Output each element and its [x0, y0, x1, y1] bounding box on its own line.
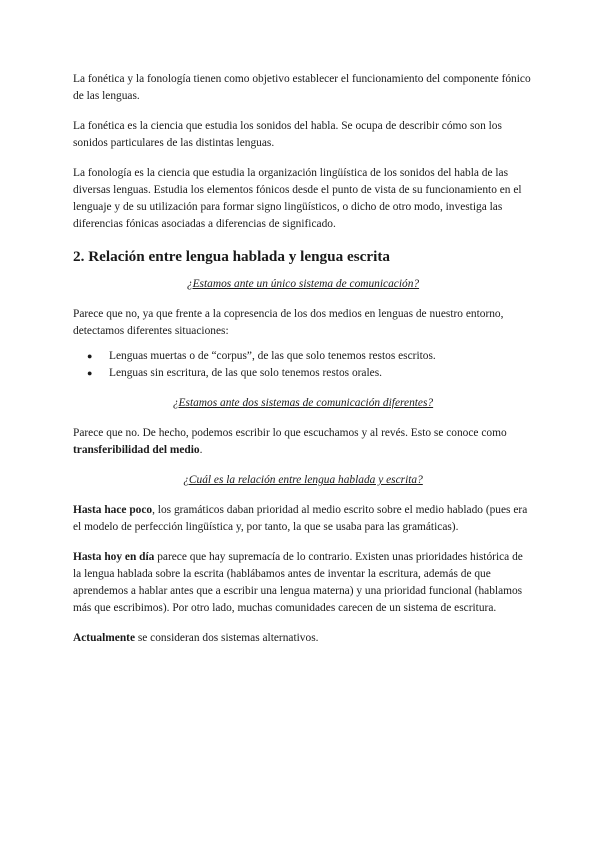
section-heading: 2. Relación entre lengua hablada y lengua escrita [73, 248, 390, 265]
question-relacion: ¿Cuál es la relación entre lengua hablada y escrita? [183, 474, 423, 486]
fonetica-paragraph: La fonética es la ciencia que estudia los sonidos del habla. Se ocupa de describir cómo son los sonidos particulares de las distintas lenguas. [73, 120, 502, 149]
answer-unico-sistema: Parece que no, ya que frente a la copresencia de los dos medios en lenguas de nuestro entorno, detectamos diferentes situaciones: [73, 308, 504, 337]
intro-paragraph: La fonética y la fonología tienen como objetivo establecer el funcionamiento del componente fónico de las lenguas. [73, 73, 531, 102]
answer-dos-sistemas [73, 425, 533, 459]
situations-list [73, 348, 533, 382]
fonologia-paragraph: La fonología es la ciencia que estudia la organización lingüística de los sonidos del habla de las diversas lenguas. Estudia los elementos fónicos desde el punto de vista de su funcionamiento en el lenguaje y de su utilización para formar signo lingüísticos, o dicho de otro modo, investiga las diferencias fónicas asociadas a diferencias de significado. [73, 167, 522, 230]
list-item-text: Lenguas muertas o de “corpus”, de las que solo tenemos restos escritos. [109, 350, 436, 362]
list-item [87, 348, 533, 365]
bullet-icon: ● [87, 368, 93, 378]
paragraph-hasta-hace-poco [73, 502, 533, 536]
document-page [73, 71, 533, 647]
question-unico-sistema: ¿Estamos ante un único sistema de comunicación? [186, 278, 420, 290]
paragraph-actualmente [73, 630, 533, 647]
paragraph-text: se consideran dos sistemas alternativos. [135, 632, 319, 644]
list-item-text: Lenguas sin escritura, de las que solo tenemos restos orales. [109, 367, 382, 379]
paragraph-hasta-hoy [73, 549, 533, 617]
paragraph-text: parece que hay supremacía de lo contrario. Existen unas prioridades histórica de la lengua hablada sobre la escrita (hablábamos antes de inventar la escritura, además de que aprendemos a hablar antes que a escribir una lengua materna) y una prioridad funcional (hablamos más que escribimos). Por otro lado, muchas comunidades carecen de un sistema de escritura. [73, 551, 523, 614]
question-dos-sistemas: ¿Estamos ante dos sistemas de comunicación diferentes? [172, 397, 434, 409]
bullet-icon: ● [87, 351, 93, 361]
list-item [87, 365, 533, 382]
answer-end: . [199, 444, 203, 456]
paragraph-bold-lead: Hasta hace poco [73, 504, 153, 516]
answer-text: Parece que no. De hecho, podemos escribir lo que escuchamos y al revés. Esto se conoce como [73, 427, 507, 439]
paragraph-bold-lead: Actualmente [73, 632, 135, 644]
answer-bold-term: transferibilidad del medio [73, 444, 200, 456]
paragraph-bold-lead: Hasta hoy en día [73, 551, 155, 563]
paragraph-text: , los gramáticos daban prioridad al medio escrito sobre el medio hablado (pues era el modelo de perfección lingüística y, por tanto, la que se usaba para las gramáticas). [73, 504, 528, 533]
